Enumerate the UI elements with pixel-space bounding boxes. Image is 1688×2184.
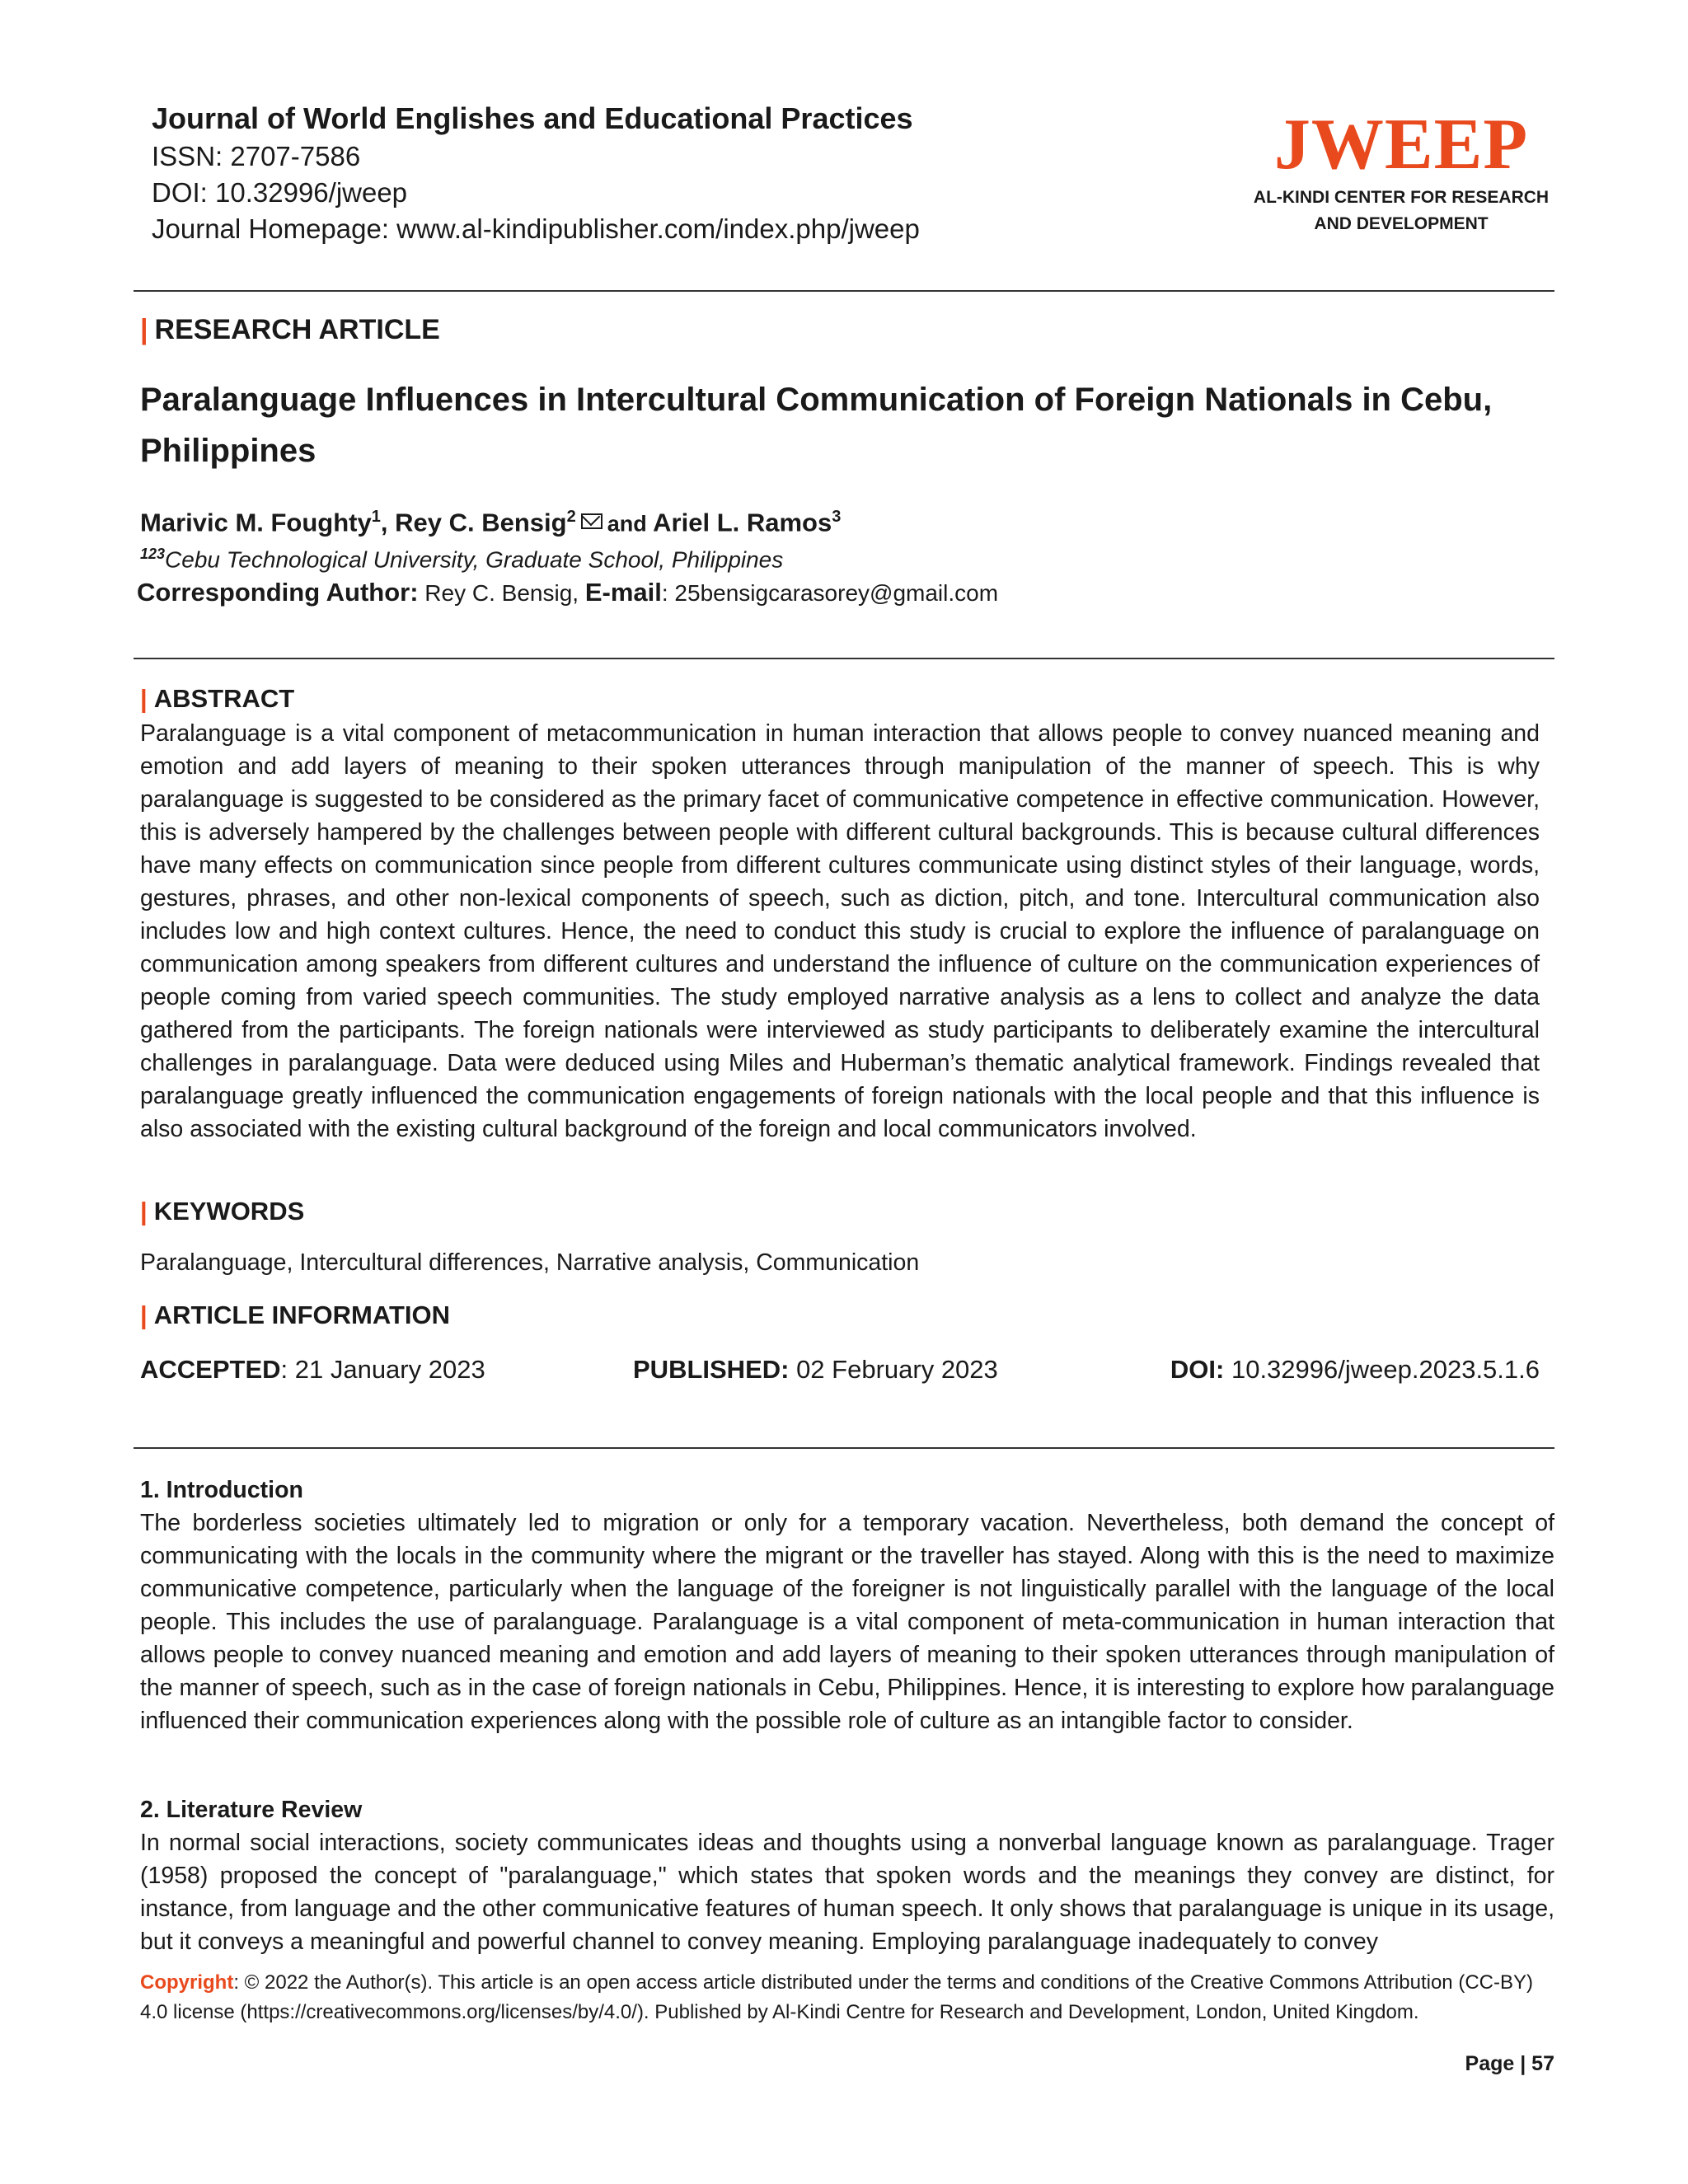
introduction-heading: 1. Introduction [140,1477,303,1503]
article-title: Paralanguage Influences in Intercultural Communication of Foreign Nationals in Cebu, Philippines [140,382,1493,469]
abstract-top-divider [134,658,1554,659]
accepted-date [140,1352,485,1388]
accepted-value: : 21 January 2023 [280,1355,485,1384]
abstract-heading [140,681,294,717]
author-separator: , [380,508,396,537]
published-value: 02 February 2023 [789,1355,998,1384]
section-marker: | [140,314,148,345]
email-label: E-mail [584,578,662,607]
literature-review-heading: 2. Literature Review [140,1797,363,1823]
author-name: Ariel L. Ramos [653,508,832,537]
section-marker: | [140,1197,148,1226]
copyright-text: : © 2022 the Author(s). This article is an open access article distributed under the terms and conditions of the Creative Commons Attribution (CC-BY) 4.0 license (https://creativecommons.org/licenses/by/4.0/). Published by Al-Kindi Centre for Research and Development, London, United Kingdom. [140,1971,1533,2023]
published-label: PUBLISHED: [633,1355,790,1384]
section-marker: | [140,1301,148,1329]
corresponding-label: Corresponding Author: [137,578,419,607]
copyright-label: Copyright [140,1971,234,1994]
journal-logo [1236,105,1566,237]
header-divider [134,290,1554,292]
author-affiliation-marker: 3 [832,508,842,526]
journal-header [152,99,1223,247]
author-name: Marivic M. Foughty [140,508,372,537]
affiliation-text: Cebu Technological University, Graduate School, Philippines [165,546,784,573]
article-info-heading [140,1297,450,1333]
corresponding-name: Rey C. Bensig, [418,580,585,606]
corresponding-author [137,574,998,612]
abstract-heading-text: ABSTRACT [153,684,295,713]
author-name: Rey C. Bensig [395,508,567,537]
email-address[interactable]: : 25bensigcarasorey@gmail.com [661,580,999,606]
journal-title: Journal of World Englishes and Educational Practices [152,101,913,135]
logo-subtitle-line-1: AL-KINDI CENTER FOR RESEARCH [1253,188,1550,207]
section-marker: | [140,684,148,713]
introduction-body: The borderless societies ultimately led to migration or only for a temporary vacation. Nevertheless, both demand the concept of communicating with the locals in the community where the migrant or the traveller has stayed. Along with this is the need to maximize communicative competence, particularly when the language of the foreigner is not linguistically parallel with the language of the local people. This includes the use of paralanguage. Paralanguage is a vital component of meta-communication in human interaction that allows people to convey nuanced meaning and emotion and add layers of meaning to their spoken utterances through manipulation of the manner of speech, such as in the case of foreign nationals in Cebu, Philippines. Hence, it is interesting to explore how paralanguage influenced their communication experiences along with the possible role of culture as an intangible factor to consider. [140,1510,1554,1734]
journal-issn: ISSN: 2707-7586 [152,141,361,171]
copyright-notice [140,1968,1541,2027]
article-type-label [140,312,440,348]
abstract-body: Paralanguage is a vital component of metacommunication in human interaction that allows people to convey nuanced meaning and emotion and add layers of meaning to their spoken utterances through manipulation of the manner of speech. This is why paralanguage is suggested to be considered as the primary facet of communicative competence in effective communication. However, this is adversely hampered by the challenges between people with different cultural backgrounds. This is because cultural differences have many effects on communication since people from different cultures communicate using distinct styles of their language, words, gestures, phrases, and other non-lexical components of speech, such as diction, pitch, and tone. Intercultural communication also includes low and high context cultures. Hence, the need to conduct this study is crucial to explore the influence of paralanguage on communication among speakers from different cultures and understand the influence of culture on the communication experiences of people coming from varied speech communities. The study employed narrative analysis as a lens to collect and analyze the data gathered from the participants. The foreign nationals were interviewed as study participants to deliberately examine the intercultural challenges in paralanguage. Data were deduced using Miles and Huberman’s thematic analytical framework. Findings revealed that paralanguage greatly influenced the communication engagements of foreign nationals with the local people and that this influence is also associated with the existing cultural background of the foreign and local communicators involved. [140,720,1540,1142]
logo-wordmark: JWEEP [1273,105,1529,185]
author-conjunction: and [607,511,647,537]
keywords-heading [140,1193,304,1230]
journal-doi: DOI: 10.32996/jweep [152,177,408,208]
keywords-heading-text: KEYWORDS [153,1197,305,1226]
body-top-divider [134,1447,1554,1449]
author-list [140,499,841,541]
affiliation [140,537,783,576]
accepted-label: ACCEPTED [140,1355,281,1384]
doi-label: DOI: [1170,1355,1225,1384]
article-doi [1170,1352,1540,1388]
logo-subtitle-line-2: AND DEVELOPMENT [1314,214,1489,233]
page-number: Page | 57 [1465,2052,1554,2075]
article-type-text: RESEARCH ARTICLE [154,314,440,345]
doi-value[interactable]: 10.32996/jweep.2023.5.1.6 [1224,1355,1540,1384]
article-info-heading-text: ARTICLE INFORMATION [153,1301,451,1329]
envelope-icon[interactable] [581,513,603,529]
author-affiliation-marker: 1 [371,508,381,526]
published-date [633,1352,998,1388]
author-affiliation-marker: 2 [566,508,576,526]
literature-review-body: In normal social interactions, society communicates ideas and thoughts using a nonverbal language known as paralanguage. Trager (1958) proposed the concept of "paralanguage," which states that spoken words and the meanings they convey are distinct, for instance, from language and the other communicative features of human speech. It only shows that paralanguage is unique in its usage, but it conveys a meaningful and powerful channel to convey meaning. Employing paralanguage inadequately to convey [140,1830,1554,1955]
affiliation-marker: 123 [140,546,166,562]
keywords-list: Paralanguage, Intercultural differences, Narrative analysis, Communication [140,1249,920,1276]
journal-homepage: Journal Homepage: www.al-kindipublisher.com/index.php/jweep [152,213,920,244]
